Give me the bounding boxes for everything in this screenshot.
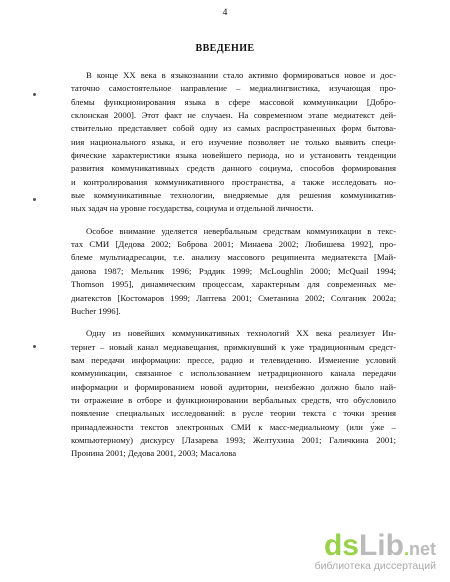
text-line: диатекстов [Костомаров 1999; Лаптева 2001; Сметанина 2002; Солганик 2002a; (71, 292, 396, 303)
text-line: вые коммуникативные технологии, внедряемые для решения коммуникатив- (71, 190, 396, 201)
text-line: таточно самостоятельное направление – медиалингвистика, изучающая про- (71, 83, 396, 94)
text-line: Thomson 1995], динамическим процессам, характерным для современных ме- (71, 279, 396, 290)
margin-mark (33, 198, 36, 201)
text-line: фические характеристики языка новейшего периода, но и установить тенденции (71, 150, 396, 161)
document-body (71, 69, 396, 470)
text-line: вам передачи информации: прессе, радио и телевидению. Изменение условий (71, 354, 396, 365)
text-line: Одну из новейших коммуникативных технологий XX века реализует Ин- (86, 328, 396, 339)
text-line: и контролирования коммуникативного пространства, а также исследовать но- (71, 176, 396, 187)
text-line: Bucher 1996]. (71, 305, 121, 316)
margin-mark (33, 345, 36, 348)
text-line: ствительно представляет собой одну из самых распространенных форм бытова- (71, 123, 396, 134)
text-line: тах СМИ [Дедова 2002; Боброва 2001; Минаева 2002; Любишева 1992], про- (71, 239, 396, 250)
text-line: склонская 2000]. Этот факт не случаен. На современном этапе медиатекст дей- (71, 110, 396, 121)
paragraph (71, 327, 396, 460)
text-line: ния национального языка, и его изучение позволяет не только выявить специ- (71, 136, 396, 147)
logo-net-text: net (409, 539, 436, 559)
logo-ds-text: ds (323, 529, 359, 562)
margin-mark (33, 93, 36, 96)
paragraph (71, 225, 396, 318)
text-line: блеме мультиадресации, т.е. анализу массового реципиента медиатекста [Май- (71, 252, 396, 263)
watermark-subtitle: библиотека диссертаций (314, 560, 436, 572)
text-line: В конце XX века в языкознании стало активно формироваться новое и дос- (86, 70, 396, 80)
text-line: данова 1987; Мельник 1996; Рэддик 1999; McLoughlin 2000; McQuail 1994; (71, 265, 396, 276)
text-line: принадлежности текстов электронных СМИ к масс-медиальному (или у́же – (71, 421, 396, 432)
text-line: коммуникации, связанное с использованием нетрадиционного канала передачи (71, 368, 396, 379)
page-heading: ВВЕДЕНИЕ (195, 43, 255, 54)
paragraph (71, 69, 396, 216)
text-line: появление специальных исследований: в русле теории текста с точки зрения (71, 408, 396, 419)
text-line: развития коммуникативных средств данного социума, способов формирования (71, 163, 396, 174)
logo-dot-text: . (403, 539, 409, 559)
page-number: 4 (222, 8, 228, 18)
text-line: компьютерному) дискурсу [Лазарева 1993; Желтухина 2001; Галичкина 2001; (71, 434, 396, 445)
text-line: Особое внимание уделяется невербальным средствам коммуникации в текс- (86, 225, 396, 236)
text-line: ных задач на уровне государства, социума и отдельной личности. (71, 203, 314, 214)
text-line: ти отражение в отборе и функционировании вербальных средств, что обусловило (71, 394, 396, 405)
text-line: Пронина 2001; Дедова 2001, 2003; Масалова (71, 448, 237, 459)
text-line: тернет – новый канал медиавещания, примкнувший к уже традиционным средст- (71, 341, 396, 352)
watermark (314, 529, 436, 573)
text-line: блемы функционирования языка в сфере массовой коммуникации [Добро- (71, 96, 396, 107)
text-line: информации и формированием новой аудитории, неизбежно должно было най- (71, 381, 396, 392)
logo-lib-text: Lib (358, 529, 404, 562)
